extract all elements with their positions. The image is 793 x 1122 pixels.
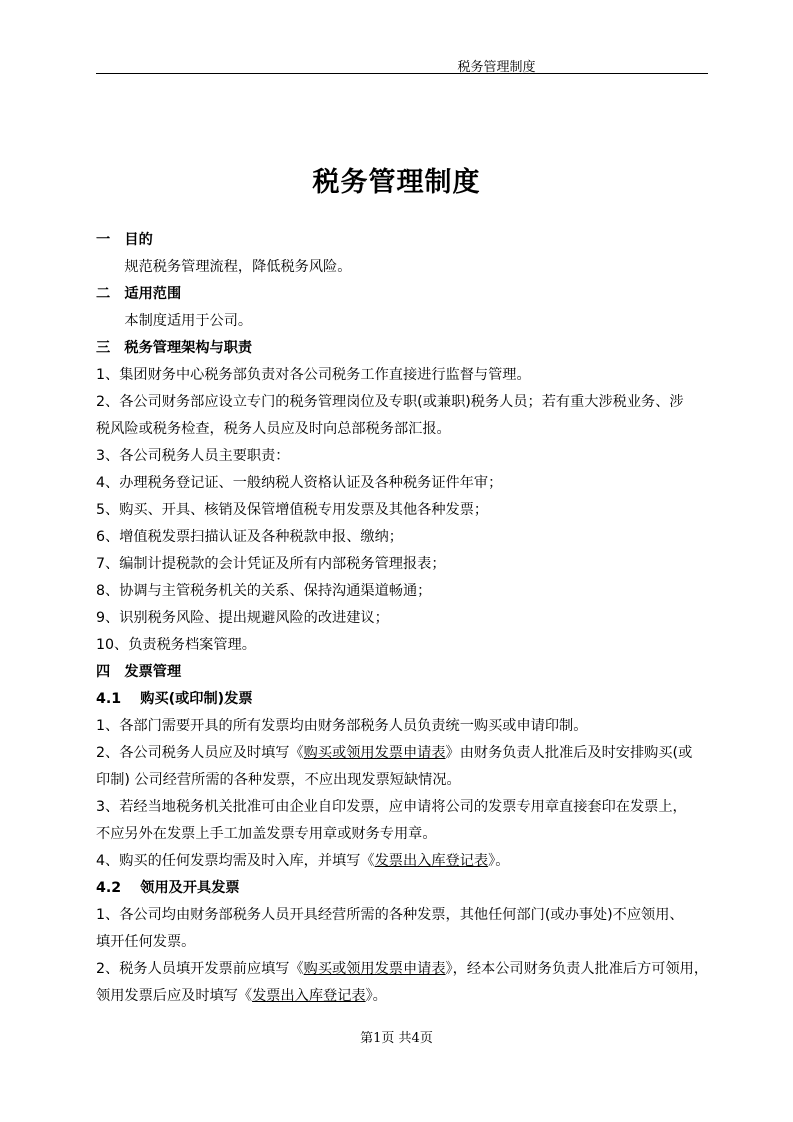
list-item-continuation (96, 986, 716, 1006)
list-item: 1、各公司均由财务部税务人员开具经营所需的各种发票，其他任何部门(或办事处)不应领用、 (96, 907, 684, 923)
list-item: 3、若经当地税务机关批准可由企业自印发票，应申请将公司的发票专用章直接套印在发票上， (96, 799, 687, 815)
text-run: 》由财务负责人批准后及时安排购买(或 (445, 745, 693, 761)
list-item: 5、购买、开具、核销及保管增值税专用发票及其他各种发票； (96, 502, 489, 518)
list-item-continuation: 税风险或税务检查，税务人员应及时向总部税务部汇报。 (96, 421, 451, 437)
text-run: 2、税务人员填开发票前应填写《 (96, 961, 304, 977)
text-run: 2、各公司税务人员应及时填写《 (96, 745, 304, 761)
section-heading: 一 目的 (96, 232, 153, 248)
text-run: 领用发票后应及时填写《 (96, 988, 253, 1004)
list-item (96, 851, 716, 871)
document-title: 税务管理制度 (312, 167, 481, 198)
subsection-heading: 4.1 购买(或印制)发票 (96, 691, 253, 707)
list-item: 1、各部门需要开具的所有发票均由财务部税务人员负责统一购买或申请印制。 (96, 718, 588, 734)
list-item: 8、协调与主管税务机关的关系、保持沟通渠道畅通； (96, 583, 432, 599)
list-item: 9、识别税务风险、提出规避风险的改进建议； (96, 610, 389, 626)
list-item (96, 959, 716, 979)
list-item (96, 743, 716, 763)
paragraph: 规范税务管理流程，降低税务风险。 (96, 259, 352, 275)
list-item: 1、集团财务中心税务部负责对各公司税务工作直接进行监督与管理。 (96, 367, 531, 383)
list-item-continuation: 不应另外在发票上手工加盖发票专用章或财务专用章。 (96, 826, 437, 842)
text-run: 》，经本公司财务负责人批准后方可领用， (445, 961, 709, 977)
section-heading: 三 税务管理架构与职责 (96, 340, 253, 356)
header-divider (96, 73, 708, 74)
form-name: 购买或领用发票申请表 (303, 961, 446, 977)
list-item: 6、增值税发票扫描认证及各种税款申报、缴纳； (96, 529, 403, 545)
text-run: 》。 (488, 853, 510, 869)
paragraph: 本制度适用于公司。 (96, 313, 253, 329)
list-item-continuation: 印制) 公司经营所需的各种发票，不应出现发票短缺情况。 (96, 772, 461, 788)
list-item: 7、编制计提税款的会计凭证及所有内部税务管理报表； (96, 556, 446, 572)
page-number: 第1页 共4页 (360, 1031, 433, 1046)
form-name: 发票出入库登记表 (374, 853, 489, 869)
list-item: 2、各公司财务部应设立专门的税务管理岗位及专职(或兼职)税务人员；若有重大涉税业务、涉 (96, 394, 684, 410)
list-item-continuation: 填开任何发票。 (96, 934, 196, 950)
text-run: 4、购买的任何发票均需及时入库，并填写《 (96, 853, 375, 869)
header-title: 税务管理制度 (457, 60, 536, 75)
list-item: 3、各公司税务人员主要职责： (96, 448, 290, 464)
section-heading: 二 适用范围 (96, 286, 182, 302)
section-heading: 四 发票管理 (96, 664, 182, 680)
form-name: 购买或领用发票申请表 (303, 745, 446, 761)
list-item: 4、办理税务登记证、一般纳税人资格认证及各种税务证件年审； (96, 475, 503, 491)
text-run: 》。 (365, 988, 387, 1004)
list-item: 10、负责税务档案管理。 (96, 637, 256, 653)
form-name: 发票出入库登记表 (252, 988, 366, 1004)
subsection-heading: 4.2 领用及开具发票 (96, 880, 240, 896)
